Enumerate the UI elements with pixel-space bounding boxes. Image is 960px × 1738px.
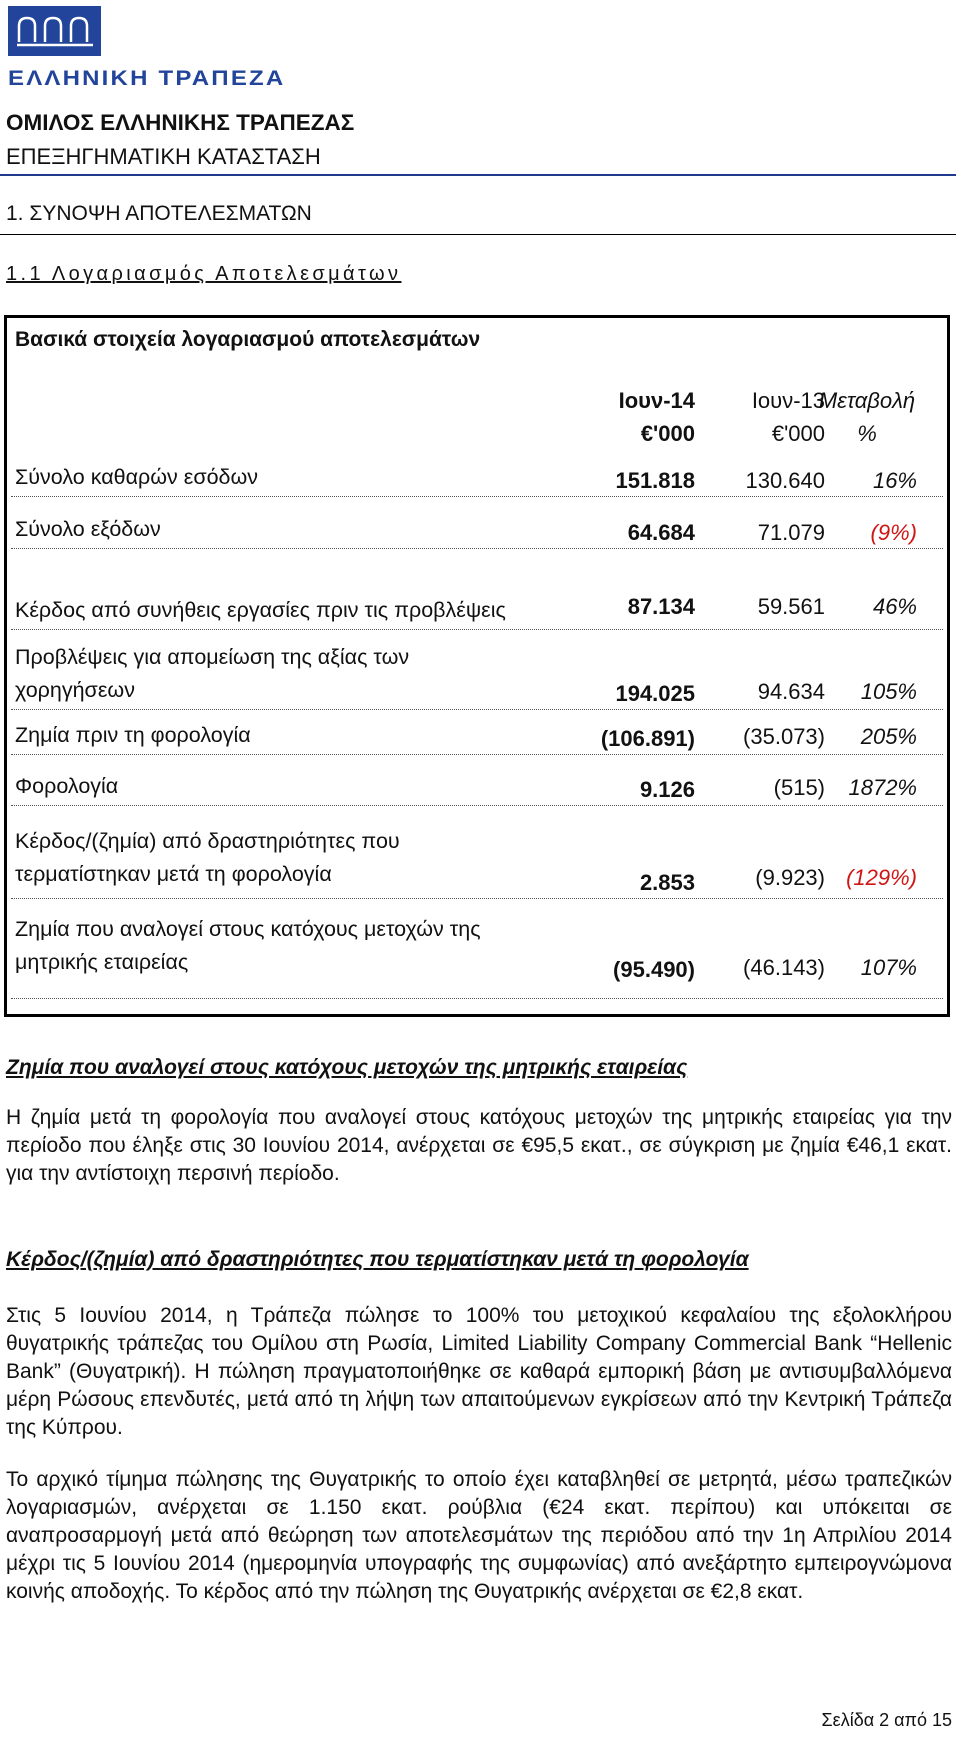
group-title: ΟΜΙΛΟΣ ΕΛΛΗΝΙΚΗΣ ΤΡΑΠΕΖΑΣ xyxy=(6,110,355,135)
table-row: Προβλέψεις για απομείωση της αξίας των χορηγήσεων 194.025 94.634 105% xyxy=(7,630,947,710)
table-row: Φορολογία 9.126 (515) 1872% xyxy=(7,755,947,806)
bank-logo xyxy=(8,6,285,94)
section-rule xyxy=(0,234,956,235)
paragraph-sale-price: Το αρχικό τίμημα πώλησης της Θυγατρικής το οποίο έχει καταβληθεί σε μετρητά, μέσω τραπεζικών λογαριασμών, ανέρχεται σε 1.150 εκατ. ρούβλια (€24 εκατ. περίπου) και υπόκειται σε αναπροσαρμογή μετά από θεώρηση των αποτελεσμάτων της περιόδου από την 1η Απριλίου 2014 μέχρι τις 5 Ιουνίου 2014 (ημερομηνία υπογραφής της συμφωνίας) από ανεξάρτητο εμπειρογνώμονα κοινής αποδοχής. Το κέρδος από την πώληση της Θυγατρικής ανέρχεται σε €2,8 εκατ. xyxy=(6,1468,952,1603)
bank-name: ΕΛΛΗΝΙΚΗ ΤΡΑΠΕΖΑ xyxy=(8,66,286,91)
table-row: Σύνολο εξόδων 64.684 71.079 (9%) xyxy=(7,497,947,549)
section-title: 1. ΣΥΝΟΨΗ ΑΠΟΤΕΛΕΣΜΑΤΩΝ xyxy=(6,202,312,225)
paragraph-parent-loss: Η ζημία μετά τη φορολογία που αναλογεί στους κατόχους μετοχών της μητρικής εταιρείας για την περίοδο που έληξε στις 30 Ιουνίου 2014, ανέρχεται σε €95,5 εκατ., σε σύγκριση με ζημία €46,1 εκατ. για την αντίστοιχη περσινή περίοδο. xyxy=(6,1106,952,1185)
report-title: ΕΠΕΞΗΓΗΜΑΤΙΚΗ ΚΑΤΑΣΤΑΣΗ xyxy=(6,144,321,169)
heading-discontinued-operations: Κέρδος/(ζημία) από δραστηριότητες που τερματίστηκαν μετά τη φορολογία xyxy=(6,1248,749,1271)
heading-parent-loss: Ζημία που αναλογεί στους κατόχους μετοχών της μητρικής εταιρείας xyxy=(6,1056,688,1079)
header-rule xyxy=(0,174,956,176)
col-header-2013: Ιουν-13 €'000 xyxy=(751,388,825,446)
col-header-change: Μεταβολή % xyxy=(818,388,916,446)
page-number: Σελίδα 2 από 15 xyxy=(821,1710,952,1730)
table-caption: Βασικά στοιχεία λογαριασμού αποτελεσμάτων xyxy=(15,328,481,351)
subsection-title: 1.1 Λογαριασμός Αποτελεσμάτων xyxy=(6,263,402,285)
table-row: Ζημία πριν τη φορολογία (106.891) (35.073) 205% xyxy=(7,710,947,755)
columns-logo-icon xyxy=(8,6,101,56)
paragraph-subsidiary-sale: Στις 5 Ιουνίου 2014, η Τράπεζα πώλησε το 100% του μετοχικού κεφαλαίου της εξολοκλήρου θυγατρικής τράπεζας του Ομίλου στη Ρωσία, Limited Liability Company Commercial Bank “Hellenic Bank” (Θυγατρική). Η πώληση πραγματοποιήθηκε σε καθαρά εμπορική βάση με αντισυμβαλλόμενα μέρη Ρώσους επενδυτές, μετά από τη λήψη των απαιτούμενων εγκρίσεων από την Κεντρική Τράπεζα της Κύπρου. xyxy=(6,1304,952,1439)
income-summary-table xyxy=(4,315,950,1017)
table-row: Ζημία που αναλογεί στους κατόχους μετοχών της μητρικής εταιρείας (95.490) (46.143) 107% xyxy=(7,899,947,997)
col-header-2014: Ιουν-14 €'000 xyxy=(618,388,695,446)
table-row: Κέρδος/(ζημία) από δραστηριότητες που τερματίστηκαν μετά τη φορολογία 2.853 (9.923) (129%) xyxy=(7,806,947,899)
table-row: Κέρδος από συνήθεις εργασίες πριν τις προβλέψεις 87.134 59.561 46% xyxy=(7,549,947,630)
table-row: Σύνολο καθαρών εσόδων 151.818 130.640 16% xyxy=(7,453,947,497)
